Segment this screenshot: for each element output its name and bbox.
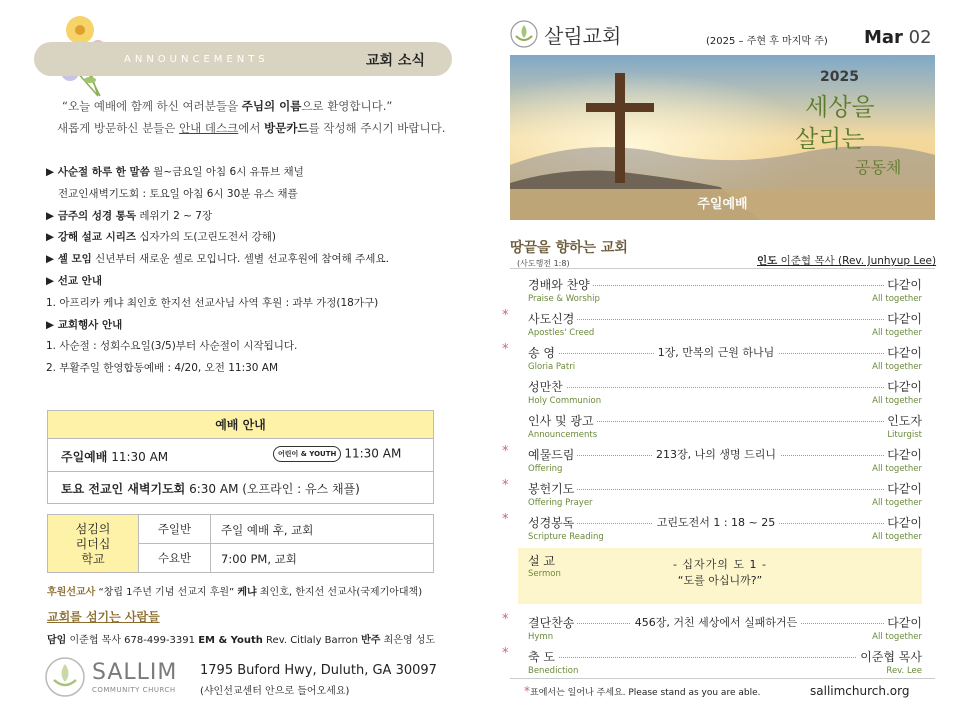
news-item: ▶ 금주의 성경 통독 레위기 2 ~ 7장 [46,209,213,222]
church-website: sallimchurch.org [810,684,910,698]
worship-item-english: Hymn [528,632,554,642]
worship-item [510,274,922,308]
news-list [46,162,466,380]
worship-item-leader-english: All together [872,294,922,304]
welcome-line-2: 새롭게 방문하신 분들은 안내 데스크에서 방문카드를 작성해 주시기 바랍니다. [57,121,446,135]
sermon-series-title: 땅끝을 향하는 교회 [510,240,628,256]
star-icon: * [502,478,509,493]
leadership-row-value: 주일 예배 후, 교회 [221,523,314,537]
star-icon: * [502,444,509,459]
leadership-row-key: 주일반 [139,515,211,543]
worship-item-leader-english: All together [872,396,922,406]
leadership-row-key: 수요반 [139,544,211,573]
leader-dots [528,319,922,320]
news-item: ▶ 선교 안내 [46,274,102,287]
youth-pill: 어린이 & YOUTH [273,446,341,462]
worship-item-leader: 다같이 [884,480,922,497]
news-item: ▶ 교회행사 안내 [46,318,123,331]
sermon-scripture-ref: (사도행전 1:8) [517,259,570,268]
star-icon: * [502,646,509,661]
saturday-prayer-time: 6:30 AM (오프라인 : 유스 채플) [185,482,360,496]
worship-item-title: 성경봉독 [528,514,577,531]
star-icon: * [502,612,509,627]
church-name: 살림교회 [544,24,622,48]
worship-item-title: 축 도 [528,648,558,665]
news-item: 전교인새벽기도회 : 토요일 아침 6시 30분 유스 채플 [58,187,298,200]
order-of-worship [502,274,922,680]
leadership-row-sunday [139,515,433,544]
leadership-school-name: 섬김의 리더십 학교 [48,515,139,572]
worship-item-detail: 1장, 만복의 근원 하나님 [510,344,922,360]
church-address-note: (샤인선교센터 안으로 들어오세요) [200,686,350,697]
service-info-box [47,410,434,504]
star-icon: * [524,684,530,698]
liturgical-week: (2025 – 주현 후 마지막 주) [706,36,828,47]
worship-item-leader: 다같이 [884,276,922,293]
service-info-header: 예배 안내 [48,411,433,439]
worship-item-detail: 456장, 거친 세상에서 실패하거든 [510,614,922,630]
worship-item-leader: 다같이 [884,378,922,395]
worship-item-english: Benediction [528,666,579,676]
worship-item [510,410,922,444]
announcements-label: ANNOUNCEMENTS [124,54,269,65]
worship-item [502,308,922,342]
worship-item [502,612,922,646]
leadership-row-wednesday [139,544,433,573]
worship-item [502,512,922,546]
banner-caption: 주일예배 [510,189,935,220]
church-address: 1795 Buford Hwy, Duluth, GA 30097 [200,663,437,678]
worship-item-english: Apostles' Creed [528,328,595,338]
church-logo-icon [44,656,86,698]
worship-item-leader-english: All together [872,362,922,372]
star-icon: * [502,342,509,357]
worship-item-title: 봉헌기도 [528,480,577,497]
serving-people-title: 교회를 섬기는 사람들 [47,610,160,624]
news-item: ▶ 사순절 하루 한 말씀 월~금요일 아침 6시 유튜브 채널 [46,166,304,178]
worship-order-page [480,0,960,720]
star-icon: * [502,308,509,323]
leadership-row-value: 7:00 PM, 교회 [221,552,297,566]
worship-item-leader-english: Rev. Lee [886,666,922,676]
worship-item-title: 결단찬송 [528,614,577,631]
church-logo-subtitle: COMMUNITY CHURCH [92,686,176,694]
worship-item-detail: 213장, 나의 생명 드리니 [510,446,922,462]
youth-time: 11:30 AM [344,446,402,461]
banner-slogan-line-2: 살리는 [795,125,865,153]
stand-note: *표에서는 일어나 주세요. Please stand as you are able. [524,684,761,698]
worship-item-leader-english: All together [872,498,922,508]
worship-item-english: Holy Communion [528,396,602,406]
worship-item-detail: 고린도전서 1 : 18 ~ 25 [510,514,922,530]
missionary-support-line: 후원선교사 “창립 1주년 기념 선교지 후원” 케냐 최인호, 한지선 선교사(국제기아대책) [47,587,423,598]
news-item: ▶ 셀 모임 신년부터 새로운 셀로 모입니다. 셀별 선교후원에 참여해 주세요. [46,253,389,266]
news-item: 1. 사순절 : 성회수요일(3/5)부터 사순절이 시작됩니다. [46,340,298,353]
divider [510,268,935,269]
worship-item-english: Gloria Patri [528,362,576,372]
worship-item-leader: 인도자 [884,412,922,429]
sermon-box [518,548,922,604]
worship-item-leader: 다같이 [884,614,922,631]
worship-item [502,342,922,376]
divider [510,678,935,679]
worship-item-leader: 다같이 [884,514,922,531]
worship-item-title: 성만찬 [528,378,566,395]
leadership-school-table [47,514,434,573]
service-row-sunday [48,439,433,472]
worship-item-english: Announcements [528,430,598,440]
banner-year: 2025 [820,69,859,85]
sermon-title: “도를 아십니까?” [677,574,763,587]
worship-item [502,646,922,680]
worship-item-title: 사도신경 [528,310,577,327]
worship-item-english: Praise & Worship [528,294,600,304]
star-icon: * [502,512,509,527]
banner-slogan-line-1: 세상을 [805,93,875,121]
worship-item-title: 예물드림 [528,446,577,463]
saturday-prayer-label: 토요 전교인 새벽기도회 [61,482,186,496]
worship-item [502,444,922,478]
worship-item-english: Offering Prayer [528,498,593,508]
worship-item-leader-english: All together [872,464,922,474]
worship-item-leader: 다같이 [884,310,922,327]
worship-item-title: 경배와 찬양 [528,276,593,293]
worship-item-leader-english: All together [872,532,922,542]
worship-item-leader: 다같이 [884,446,922,463]
leader-dots [528,387,922,388]
worship-item-leader-english: Liturgist [887,430,922,440]
worship-item-english: Scripture Reading [528,532,604,542]
worship-item-title: 인사 및 광고 [528,412,597,429]
sermon-label: 설 교 [528,554,555,568]
sunday-service-time: 11:30 AM [107,450,169,464]
worship-item-leader-english: All together [872,632,922,642]
church-logo-icon [510,20,538,48]
worship-item [502,478,922,512]
worship-item-leader-english: All together [872,328,922,338]
banner-slogan-line-3: 공동체 [855,158,902,177]
worship-banner-image [510,55,935,220]
news-item: 1. 아프리카 케냐 최인호 한지선 선교사님 사역 후원 : 과부 가정(18가구) [46,296,379,309]
news-item: ▶ 강해 설교 시리즈 십자가의 도(고린도전서 강해) [46,231,276,244]
sermon-subtitle: - 십자가의 도 1 - [672,558,768,571]
preacher-line: 인도 이준협 목사 (Rev. Junhyup Lee) [757,255,937,267]
worship-item-leader: 다같이 [884,344,922,361]
worship-item-title: 송 영 [528,344,558,361]
service-row-saturday [48,472,433,503]
sunday-service-label: 주일예배 [61,450,108,464]
church-logo-name: SALLIM [92,660,178,685]
worship-item-english: Offering [528,464,563,474]
worship-item-leader: 이준협 목사 [857,648,922,665]
staff-line: 담임 이준협 목사 678-499-3391 EM & Youth Rev. Citlaly Barron 반주 최은영 성도 [47,635,436,646]
announcements-title: 교회 소식 [366,53,425,69]
news-item: 2. 부활주일 한영합동예배 : 4/20, 오전 11:30 AM [46,362,279,375]
welcome-line-1: “오늘 예배에 함께 하신 여러분들을 주님의 이름으로 환영합니다.” [62,99,393,113]
leader-dots [528,489,922,490]
bulletin-date: Mar 02 [864,27,932,48]
worship-item [510,376,922,410]
sermon-label-english: Sermon [528,569,561,579]
